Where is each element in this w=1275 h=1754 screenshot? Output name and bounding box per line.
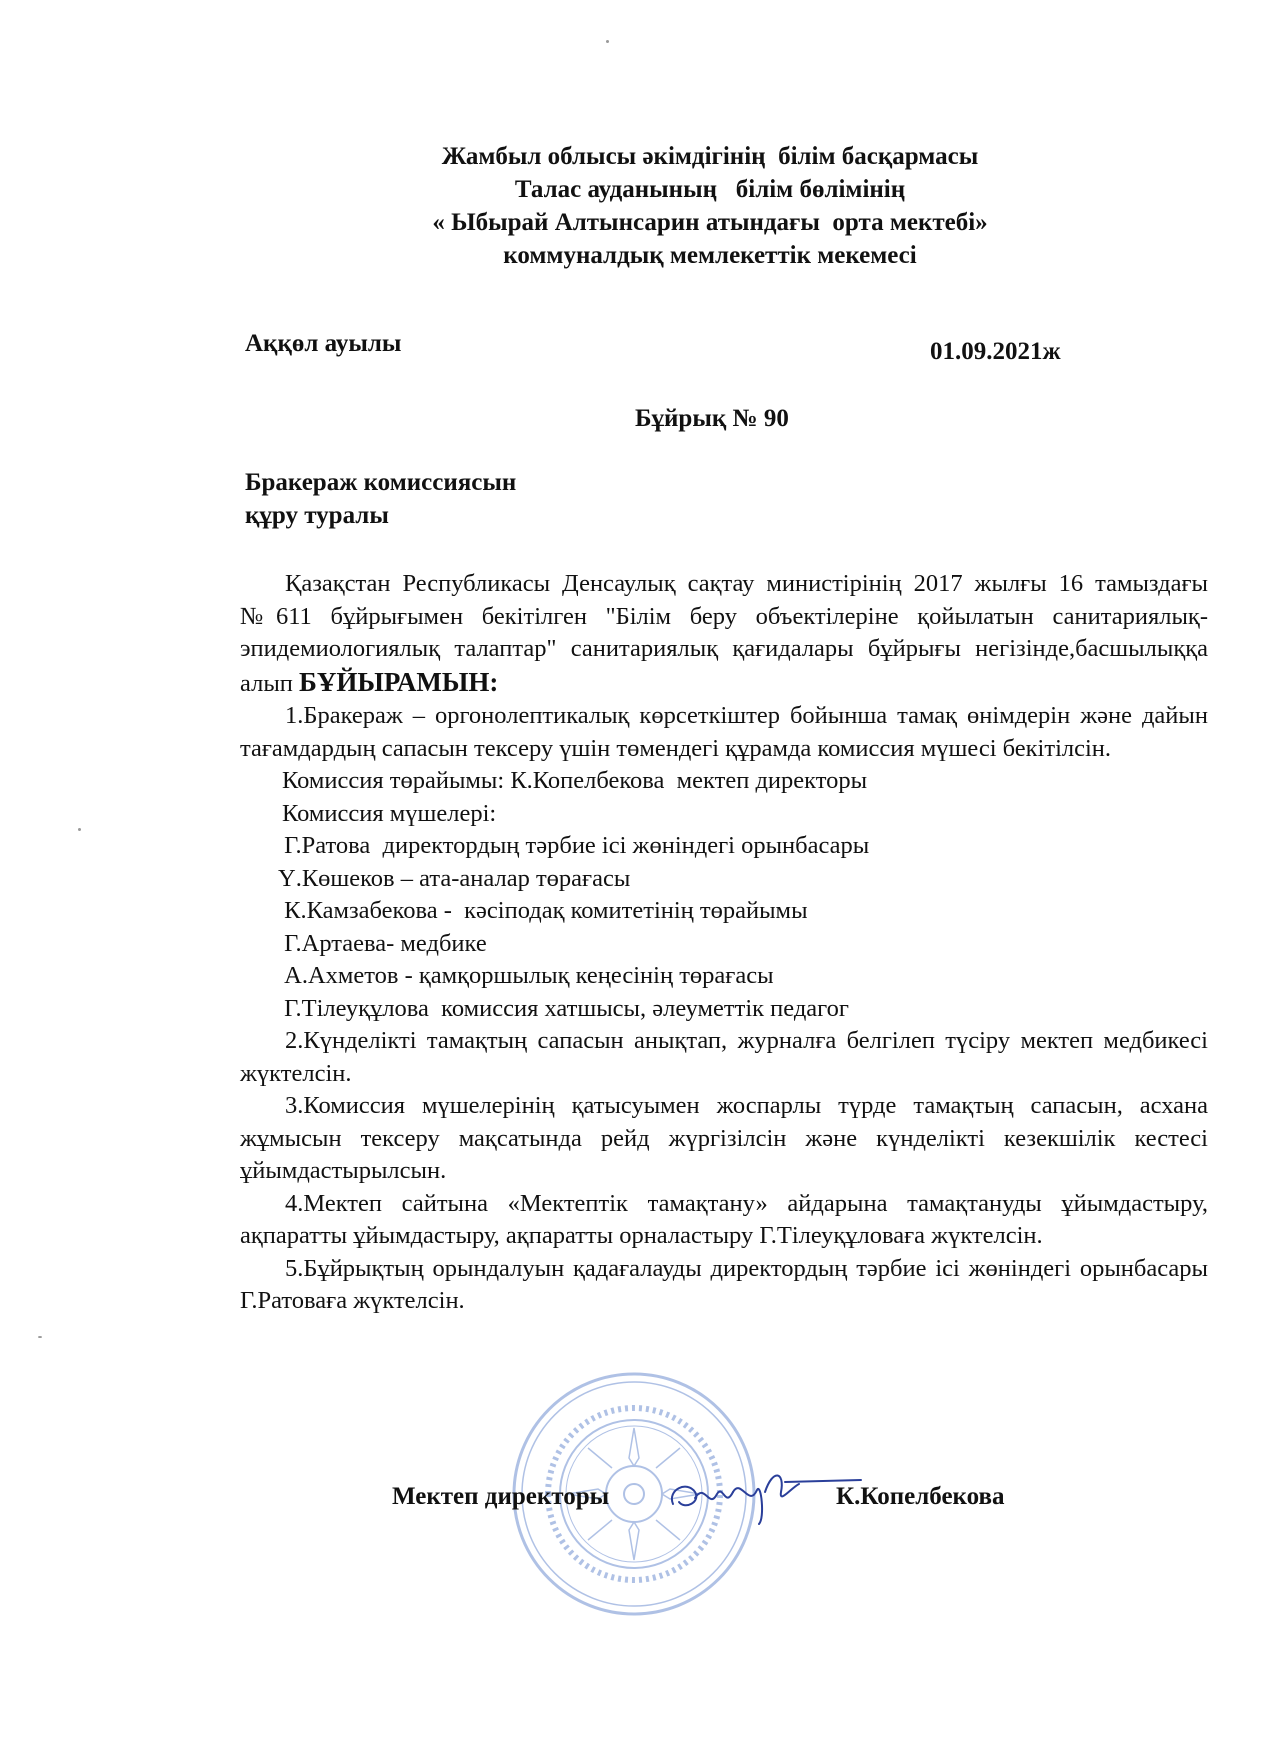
- member-line: А.Ахметов - қамқоршылық кеңесінің төрағасы: [278, 962, 774, 989]
- signature-role: Мектеп директоры: [392, 1483, 610, 1510]
- handwritten-signature: [665, 1462, 865, 1532]
- subject-line-2: құру туралы: [245, 502, 389, 529]
- member-line: К.Камзабекова - кәсіподақ комитетінің төрайымы: [278, 897, 808, 924]
- scan-speck: [38, 1336, 42, 1338]
- order-subject: [245, 466, 516, 532]
- member-line: Г.Артаева- медбике: [278, 929, 487, 957]
- order-date: 01.09.2021ж: [930, 338, 1061, 365]
- intro-emphasis: БҰЙЫРАМЫН:: [299, 666, 499, 697]
- header-line-3: « Ыбырай Алтынсарин атындағы орта мектебі»: [432, 209, 988, 236]
- member-line: Г.Ратова директордың тәрбие ісі жөніндегі орынбасары: [278, 832, 870, 859]
- item-4: 4.Мектеп сайтына «Мектептік тамақтану» айдарына тамақтануды ұйымдастыру, ақпаратты ұйымдастыру, ақпаратты орналастыру Г.Тілеуқұловаға жүктелсін.: [240, 1189, 1208, 1249]
- signature-name: К.Копелбекова: [836, 1483, 1005, 1510]
- intro-paragraph: [240, 568, 1208, 700]
- scan-speck: [606, 40, 609, 43]
- header-line-4: коммуналдық мемлекеттік мекемесі: [503, 242, 917, 269]
- place-name: Аққөл ауылы: [245, 330, 402, 357]
- order-title: Бұйрық № 90: [635, 405, 789, 432]
- scan-speck: [78, 828, 81, 831]
- intro-text: Қазақстан Республикасы Денсаулық сақтау министірінің 2017 жылғы 16 тамыздағы №611 бұйрығымен бекітілген "Білім беру объектілеріне қойылатын санитариялық-эпидемиологиялық талаптар" санитариялық қағидалары бұйрығы негізінде,басшылыққа алып: [240, 570, 1208, 697]
- members-label: Комиссия мүшелері:: [282, 799, 497, 827]
- member-line: Г.Тілеуқұлова комиссия хатшысы, әлеуметтік педагог: [278, 994, 849, 1022]
- header-line-1: Жамбыл облысы әкімдігінің білім басқармасы: [441, 143, 979, 170]
- commission-chair: Комиссия төрайымы: К.Копелбекова мектеп директоры: [282, 767, 868, 794]
- item-3: 3.Комиссия мүшелерінің қатысуымен жоспарлы түрде тамақтың сапасын, асхана жұмысын тексеру мақсатында рейд жүргізілсін және күнделікті кезекшілік кестесі ұйымдастырылсын.: [240, 1092, 1208, 1184]
- member-line: Ү.Көшеков – ата-аналар төрағасы: [278, 864, 631, 892]
- item-5: 5.Бұйрықтың орындалуын қадағалауды директордың тәрбие ісі жөніндегі орынбасары Г.Ратоваға жүктелсін.: [240, 1254, 1208, 1314]
- header-line-2: Талас ауданының білім бөлімінің: [514, 176, 906, 203]
- item-2: 2.Күнделікті тамақтың сапасын анықтап, журналға белгілеп түсіру мектеп медбикесі жүктелсін.: [240, 1027, 1208, 1087]
- institution-header: [330, 140, 1090, 272]
- subject-line-1: Бракераж комиссиясын: [245, 469, 517, 496]
- order-body: [240, 568, 1208, 1318]
- item-1: 1.Бракераж – оргонолептикалық көрсеткіштер бойынша тамақ өнімдерін және дайын тағамдардың сапасын тексеру үшін төмендегі құрамда комиссия мүшесі бекітілсін.: [240, 702, 1208, 762]
